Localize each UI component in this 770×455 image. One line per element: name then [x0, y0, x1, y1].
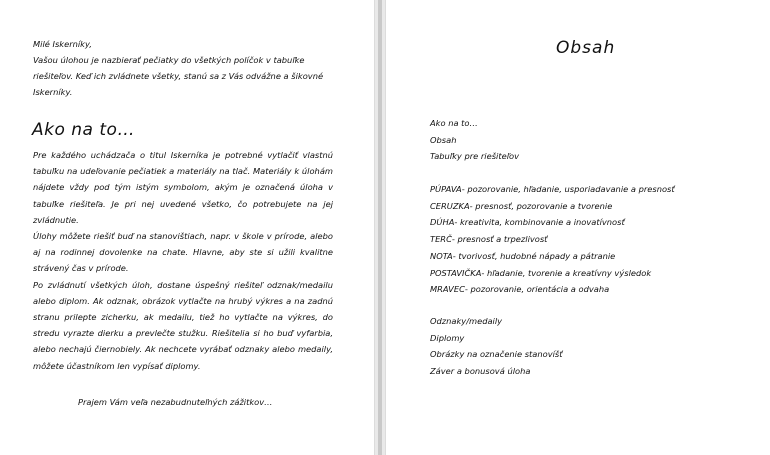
- section-heading: Ako na to…: [32, 120, 135, 140]
- toc-item[interactable]: Ako na to…: [430, 118, 478, 128]
- intro-block: [33, 36, 333, 100]
- toc-item[interactable]: CERUZKA- presnosť, pozorovanie a tvorenie: [430, 200, 613, 211]
- paragraph: Úlohy môžete riešiť buď na stanovištiach, napr. v škole v prírode, alebo aj na rodinnej dovolenke na chate. Hlavne, aby ste si užili kvalitne strávený čas v prírode.: [33, 231, 333, 274]
- toc-item[interactable]: TERČ- presnosť a trpezlivosť: [430, 234, 548, 245]
- toc-item[interactable]: Diplomy: [430, 332, 465, 343]
- left-page: [0, 0, 374, 455]
- toc-title: Obsah: [556, 38, 616, 58]
- page-gutter: [374, 0, 386, 455]
- toc-item[interactable]: Obsah: [430, 134, 457, 145]
- toc-item[interactable]: NOTA- tvorivosť, hudobné nápady a pátranie: [430, 250, 616, 261]
- toc-item[interactable]: DÚHA- kreativita, kombinovanie a inovatívnosť: [430, 217, 625, 228]
- table-of-contents: [430, 115, 760, 380]
- scrollbar[interactable]: [378, 0, 382, 455]
- greeting: Milé Iskerníky,: [33, 39, 92, 49]
- paragraph: Pre každého uchádzača o titul Iskerníka je potrebné vytlačiť vlastnú tabuľku na udeľovanie pečiatiek a materiály na tlač. Materiály k úlohám nájdete vždy pod tým istým symbolom, akým je označená úloha v tabuľke riešiteľa. Je pri nej uvedené všetko, čo potrebujete na jej zvládnutie.: [33, 150, 333, 225]
- toc-item[interactable]: POSTAVIČKA- hľadanie, tvorenie a kreatívny výsledok: [430, 267, 652, 278]
- paragraph: Po zvládnutí všetkých úloh, dostane úspešný riešiteľ odznak/medailu alebo diplom. Ak odznak, obrázok vytlačte na hrubý výkres a na zadnú stranu prilepte zicherku, ak medailu, tiež ho vytlačte na výkres, do stredu vyrazte dierku a prevlečte stužku. Riešitelia si ho buď vyfarbia, alebo nechajú čiernobiely. Ak nechcete vyrábať odznaky alebo medaily, môžete účastníkom len vypísať diplomy.: [33, 279, 333, 371]
- toc-group-intro: [430, 115, 760, 165]
- toc-item[interactable]: Odznaky/medaily: [430, 315, 503, 326]
- toc-item[interactable]: Záver a bonusová úloha: [430, 365, 531, 376]
- toc-group-extras: [430, 313, 760, 380]
- toc-group-tasks: [430, 181, 760, 298]
- closing-line: Prajem Vám veľa nezabudnuteľných zážitkov…: [78, 397, 273, 407]
- toc-item[interactable]: Tabuľky pre riešiteľov: [430, 151, 519, 162]
- toc-item[interactable]: MRAVEC- pozorovanie, orientácia a odvaha: [430, 284, 610, 295]
- instructions-body: [33, 147, 333, 374]
- intro-paragraph: Vašou úlohou je nazbierať pečiatky do všetkých políčok v tabuľke riešiteľov. Keď ich zvládnete všetky, stanú sa z Vás odvážne a šikovné Iskerníky.: [33, 55, 324, 97]
- toc-item[interactable]: PÚPAVA- pozorovanie, hľadanie, usporiadavanie a presnosť: [430, 184, 675, 195]
- toc-item[interactable]: Obrázky na označenie stanovíšť: [430, 349, 563, 360]
- right-page: [386, 0, 770, 455]
